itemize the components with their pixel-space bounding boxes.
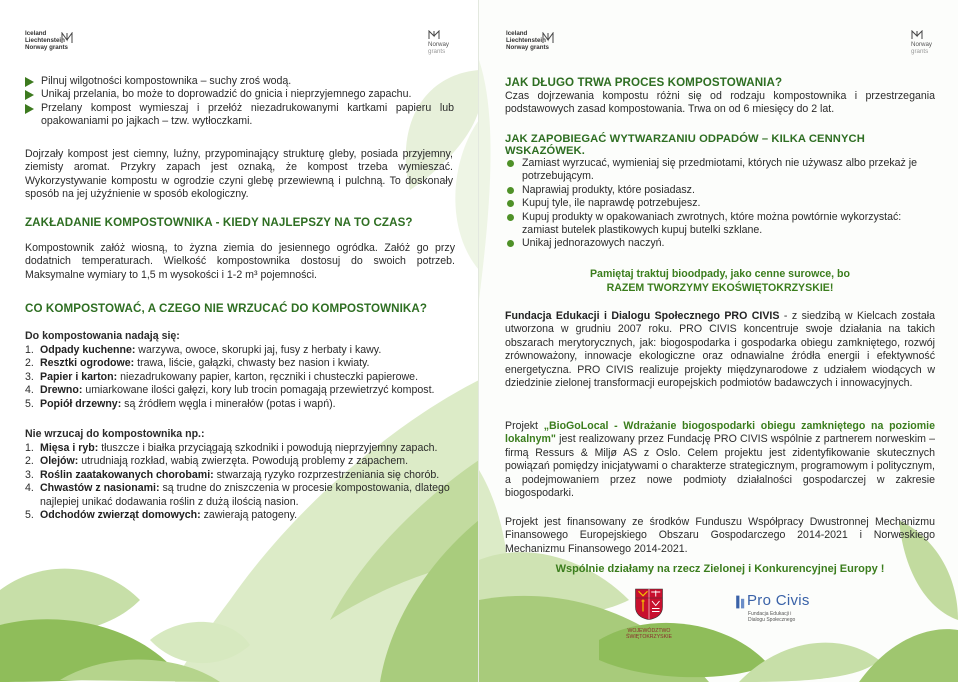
how-long-heading: JAK DŁUGO TRWA PROCES KOMPOSTOWANIA? bbox=[505, 76, 783, 89]
list-item: 4. Chwastów z nasionami: są trudne do zniszczenia w procesie kompostowania, dlatego najlepiej unikać dodawania roślin z dużą ilością nasion. bbox=[25, 482, 450, 508]
project-paragraph: Projekt „BioGoLocal - Wdrażanie biogospodarki obiegu zamkniętego na poziomie lokalnym" jest realizowany przez Fundację PRO CIVIS wspólnie z partnerem norweskim – firmą Ressurs & Miljø AS z Oslo. Celem projektu jest zidentyfikowanie skutecznych powiązań pomiędzy inicjatywami o charakterze strategicznym, programowym i politycznym, a podejmowaniem przez nowe podmioty działalności gospodarczej w zakresie biogospodarki. bbox=[505, 420, 935, 500]
list-item: 1. Odpady kuchenne: warzywa, owoce, skorupki jaj, fusy z herbaty i kawy. bbox=[25, 344, 382, 356]
not-compostable-title: Nie wrzucaj do kompostownika np.: bbox=[25, 428, 205, 440]
list-item: 3. Roślin zaatakowanych chorobami: stwarzają ryzyko rozprzestrzeniania się chorób. bbox=[25, 468, 440, 481]
setup-paragraph: Kompostownik załóż wiosną, to żyzna ziemia do jesiennego ogródka. Załóż go przy dodatnich temperaturach. Wielkość kompostownika dostosuj do swoich potrzeb. Maksymalne wymiary to 1,5 m wysokości i 1-2 m³ pojemności. bbox=[25, 242, 455, 281]
right-page bbox=[479, 0, 958, 682]
list-item: 5. Odchodów zwierząt domowych: zawierają patogeny. bbox=[25, 509, 298, 522]
norway-grants-logo: Norway grants bbox=[911, 30, 932, 55]
norway-mark-icon bbox=[428, 30, 440, 40]
list-item: Zamiast wyrzucać, wymieniaj się przedmiotami, których nie używasz albo przekaż je potrzebującym. bbox=[505, 157, 935, 184]
waste-prevention-tips bbox=[505, 157, 935, 251]
norway-mark-icon bbox=[911, 30, 923, 40]
triangle-bullet-icon bbox=[25, 104, 34, 114]
list-item: 4. Drewno: umiarkowane ilości gałęzi, kory lub trocin pomagają przewietrzyć kompost. bbox=[25, 384, 435, 397]
list-item: Naprawiaj produkty, które posiadasz. bbox=[505, 184, 935, 197]
list-item: Pilnuj wilgotności kompostownika – suchy zroś wodą. bbox=[24, 75, 454, 88]
setup-heading: ZAKŁADANIE KOMPOSTOWNIKA - KIEDY NAJLEPSZY NA TO CZAS? bbox=[25, 216, 413, 229]
foundation-paragraph: Fundacja Edukacji i Dialogu Społecznego PRO CIVIS - z siedzibą w Kielcach została utworzona w grudniu 2007 roku. PRO CIVIS koncentruje swoje działania na takich obszarach merytorycznych, jak: biogospodarka i gospodarka obiegu zamkniętego, rozwój zrównoważony, innowacje ekologiczne oraz odnawialne źródła energii i efektywność energetyczna. PRO CIVIS realizuje projekty międzynarodowe z udziałem wiodących w dziedzinie zielonej transformacji europejskich podmiotów badawczych i innowacyjnych. bbox=[505, 310, 935, 390]
dot-bullet-icon bbox=[507, 214, 514, 221]
iceland-liechtenstein-norway-grants-logo: Iceland Liechtenstein Norway grants bbox=[506, 30, 549, 52]
grants-mark-icon bbox=[542, 32, 554, 44]
dot-bullet-icon bbox=[507, 160, 514, 167]
list-item: 2. Resztki ogrodowe: trawa, liście, gałązki, chwasty bez nasion i kwiaty. bbox=[25, 357, 370, 370]
list-item: Kupuj produkty w opakowaniach zwrotnych, które można powtórnie wykorzystać: zamiast butelek plastikowych kupuj butelki szklane. bbox=[505, 211, 935, 238]
swietokrzyskie-logo: WOJEWÓDZTWO ŚWIĘTOKRZYSKIE bbox=[619, 587, 679, 640]
together-slogan: RAZEM TWORZYMY EKOŚWIĘTOKRZYSKIE! bbox=[606, 282, 834, 294]
mature-compost-paragraph: Dojrzały kompost jest ciemny, luźny, przypominający strukturę gleby, posiada przyjemny, ziemisty aromat. Przykry zapach jest oznaką, że kompost trzeba wymieszać. Wykorzystywanie kompostu w ogrodzie czyni glebę przewiewną i pulchną. To doskonały sposób na jej użyźnienie w sposób ekologiczny. bbox=[25, 148, 453, 201]
how-long-paragraph: Czas dojrzewania kompostu różni się od rodzaju kompostownika i przestrzegania podstawowych zasad kompostowania. Trwa on od 6 miesięcy do 2 lat. bbox=[505, 90, 935, 116]
compostable-list bbox=[25, 344, 465, 411]
financing-paragraph: Projekt jest finansowany ze środków Funduszu Współpracy Dwustronnej Mechanizmu Finansowego Europejskiego Obszaru Gospodarczego 2014-2021 i Norweskiego Mechanizmu Finansowego 2014-2021. bbox=[505, 516, 935, 555]
dot-bullet-icon bbox=[507, 200, 514, 207]
list-item: Unikaj przelania, bo może to doprowadzić do gnicia i nieprzyjemnego zapachu. bbox=[24, 88, 454, 101]
triangle-bullet-icon bbox=[25, 77, 34, 87]
waste-prevention-heading: JAK ZAPOBIEGAĆ WYTWARZANIU ODPADÓW – KILKA CENNYCH WSKAZÓWEK. bbox=[505, 133, 865, 157]
dot-bullet-icon bbox=[507, 187, 514, 194]
europe-slogan: Wspólnie działamy na rzecz Zielonej i Konkurencyjnej Europy ! bbox=[555, 563, 885, 575]
list-item: Unikaj jednorazowych naczyń. bbox=[505, 237, 935, 250]
not-compostable-list bbox=[25, 442, 465, 522]
grants-mark-icon bbox=[61, 32, 73, 44]
compostable-title: Do kompostowania nadają się: bbox=[25, 330, 180, 342]
list-item: Przelany kompost wymieszaj i przełóż niezadrukowanymi kartkami papieru lub opakowaniami po jajkach – tzw. wytłoczkami. bbox=[24, 102, 454, 129]
list-item: Kupuj tyle, ile naprawdę potrzebujesz. bbox=[505, 197, 935, 210]
what-to-compost-heading: CO KOMPOSTOWAĆ, A CZEGO NIE WRZUCAĆ DO KOMPOSTOWNIKA? bbox=[25, 302, 428, 315]
iceland-liechtenstein-norway-grants-logo: Iceland Liechtenstein Norway grants bbox=[25, 30, 68, 52]
list-item: 2. Olejów: utrudniają rozkład, wabią zwierzęta. Powodują problemy z zapachem. bbox=[25, 455, 409, 468]
right-content: Iceland Liechtenstein Norway grants Norway grants JAK DŁUGO TRWA PROCES KOMPOSTOWANIA? Czas dojrzewania kompostu różni się od rodzaju kompostownika i przestrzegania podstawowych zasad kompostowania. Trwa on od 6 miesięcy do 2 lat. JAK ZAPOBIEGAĆ WYTWARZANIU ODPADÓW – KILKA CENNYCH WSKAZÓWEK. Zamiast wyrzucać, wymieniaj się przedmiotami, których nie używasz albo przekaż je potrzebującym. Naprawiaj produkty, które posiadasz. Kupuj tyle, ile naprawdę potrzebujesz. Kupuj produkty w opakowaniach zwrotnych, które można powtórnie wykorzystać: zamiast butelek plastikowych kupuj butelki szklane. Unikaj jednorazowych naczyń. Pamiętaj traktuj bioodpady, jako cenne surowce, bo RAZEM TWORZYMY EKOŚWIĘTOKRZYSKIE! Fundacja Edukacji i Dialogu Społecznego PRO CIVIS - z siedzibą w Kielcach została utworzona w grudniu 2007 roku. PRO CIVIS koncentruje swoje działania na takich obszarach merytorycznych, jak: biogospodarka i gospodarka obiegu zamkniętego, rozwój zrównoważony, innowacje ekologiczne oraz odnawialne źródła energii i efektywność energetyczna. PRO CIVIS realizuje projekty międzynarodowe z udziałem wiodących w dziedzinie zielonej transformacji europejskich podmiotów badawczych i innowacyjnych. Projekt „BioGoLocal - Wdrażanie biogospodarki obiegu zamkniętego na poziomie lokalnym" jest realizowany przez Fundację PRO CIVIS wspólnie z partnerem norweskim – firmą Ressurs & Miljø AS z Oslo. Celem projektu jest zidentyfikowanie skutecznych powiązań pomiędzy inicjatywami o charakterze strategicznym, programowym i politycznym, a podejmowaniem przez nowe podmioty działalności gospodarczej w zakresie biogospodarki. Projekt jest finansowany ze środków Funduszu Współpracy Dwustronnej Mechanizmu Finansowego Europejskiego Obszaru Gospodarczego 2014-2021 i Norweskiego Mechanizmu Finansowego 2014-2021. Wspólnie działamy na rzecz Zielonej i Konkurencyjnej Europy ! WOJEWÓDZTWO ŚWIĘTOKRZYSKIE Pro Civis Fundacja Edukacji i Dialogu Społecznego bbox=[479, 0, 958, 682]
list-item: 5. Popiół drzewny: są źródłem węgla i minerałów (potas i wapń). bbox=[25, 397, 336, 410]
remember-line: Pamiętaj traktuj bioodpady, jako cenne surowce, bo bbox=[589, 268, 850, 280]
list-item: 3. Papier i karton: niezadrukowany papier, karton, ręczniki i chusteczki papierowe. bbox=[25, 370, 419, 383]
coat-of-arms-icon bbox=[634, 587, 664, 621]
dot-bullet-icon bbox=[507, 240, 514, 247]
norway-grants-logo: Norway grants bbox=[428, 30, 449, 55]
triangle-bullet-icon bbox=[25, 90, 34, 100]
list-item: 1. Mięsa i ryb: tłuszcze i białka przyciągają szkodniki i powodują nieprzyjemny zapach. bbox=[25, 442, 438, 454]
moisture-tips-list bbox=[24, 75, 454, 129]
